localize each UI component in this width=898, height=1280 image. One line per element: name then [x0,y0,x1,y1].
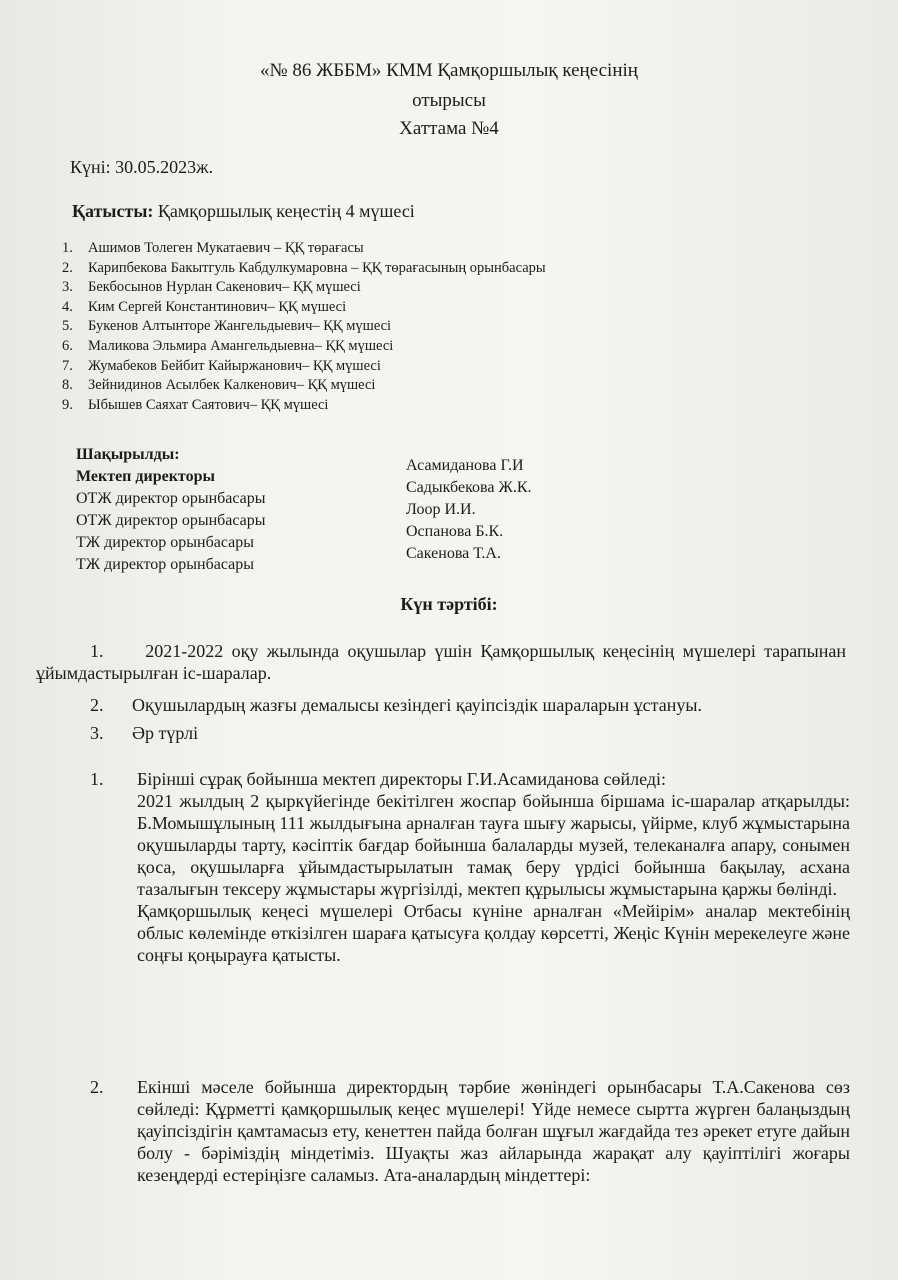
protocol-number: Хаттама №4 [399,118,499,139]
list-item: 2. Карипбекова Бакытгуль Кабдулкумаровна – ҚҚ төрағасының орынбасары [62,259,546,276]
section-1-paragraph-2: Қамқоршылық кеңесі мүшелері Отбасы күніне арналған «Мейірім» аналар мектебінің облыс көлемінде өткізілген шараға қатысуға қолдау көрсетті, Жеңіс Күнін мерекелеуге және соңғы қоңырауға қатысты. [137,901,850,965]
section-1-paragraph-1: 2021 жылдың 2 қыркүйегінде бекітілген жоспар бойынша біршама іс-шаралар атқарылды: Б.Момышұлының 111 жылдығына арналған тауға шығу жарысы, үйірме, клуб жұмыстарына оқушыларды тарту, кәсіптік бағдар бойынша балаларды музей, телеканалға апару, сонымен қоса, оқушыларға ұйымдастырылатын тамақ беру үрдісі бойынша бақылау, асхана тазалығын тексеру жұмыстары жүргізілді, мектеп құрылысы жұмыстарына қаржы бөлінді. [137,791,850,899]
section-2-paragraph-1: Екінші мәселе бойынша директордың тәрбие жөніндегі орынбасары Т.А.Сакенова сөз сөйледі: Құрметті қамқоршылық кеңес мүшелері! Үйде немесе сыртта жүрген балаңыздың қауіпсіздігін қамтамасыз ету, кенеттен пайда болған шұғыл жағдайда тез әрекет етуге дайын болу - бәріміздің міндетіміз. Шуақты жаз айларында жарақат алу қауіптілігі жоғары кезеңдерді естеріңізге саламыз. Ата-аналардың міндеттері: [137,1077,850,1185]
invited-role: Мектеп директоры [76,468,215,485]
invited-role: ТЖ директор орынбасары [76,556,254,573]
list-item: 8. Зейнидинов Асылбек Калкенович– ҚҚ мүшесі [62,377,376,394]
list-item: 7. Жумабеков Бейбит Кайыржанович– ҚҚ мүшесі [62,357,381,374]
invited-role: ТЖ директор орынбасары [76,534,254,551]
agenda-item-2: 2. Оқушылардың жазғы демалысы кезіндегі қауіпсіздік шараларын ұстануы. [90,695,702,715]
invited-name: Оспанова Б.К. [406,523,504,540]
invited-heading: Шақырылды: [76,446,180,463]
section-1: 1. Бірінші сұрақ бойынша мектеп директоры Г.И.Асамиданова сөйледі: 2021 жылдың 2 қыркүйегінде бекітілген жоспар бойынша біршама іс-шаралар атқарылды: Б.Момышұлының 111 жылдығына арналған тауға шығу жарысы, үйірме, клуб жұмыстарына оқушыларды тарту, кәсіптік бағдар бойынша балаларды музей, телеканалға апару, сонымен қоса, оқушыларға ұйымдастырылатын тамақ беру үрдісі бойынша бақылау, асхана тазалығын тексеру жұмыстары жүргізілді, мектеп құрылысы жұмыстарына қаржы бөлінді. Қамқоршылық кеңесі мүшелері Отбасы күніне арналған «Мейірім» аналар мектебінің облыс көлемінде өткізілген шараға қатысуға қолдау көрсетті, Жеңіс Күнін мерекелеуге және соңғы қоңырауға қатысты. [90,769,850,965]
list-item: 1. Ашимов Толеген Мукатаевич – ҚҚ төрағасы [62,240,364,256]
protocol-title-line-1: «№ 86 ЖББМ» КММ Қамқоршылық кеңесінің [260,60,638,81]
invited-role: ОТЖ директор орынбасары [76,512,266,529]
protocol-title-line-2: отырысы [412,90,486,111]
agenda-item-3: 3. Әр түрлі [90,723,199,743]
list-item: 3. Бекбосынов Нурлан Сакенович– ҚҚ мүшесі [62,279,361,296]
members-list [62,240,546,416]
invited-name: Лоор И.И. [406,501,476,518]
list-item: 5. Букенов Алтынторе Жангельдыевич– ҚҚ мүшесі [62,318,392,335]
list-item: 6. Маликова Эльмира Амангельдыевна– ҚҚ мүшесі [62,337,394,354]
invited-name: Асамиданова Г.И [406,457,524,474]
invited-name: Садыкбекова Ж.К. [406,479,532,496]
invited-names [406,455,531,565]
section-2: 2. Екінші мәселе бойынша директордың тәрбие жөніндегі орынбасары Т.А.Сакенова сөз сөйледі: Құрметті қамқоршылық кеңес мүшелері! Үйде немесе сыртта жүрген балаңыздың қауіпсіздігін қамтамасыз ету, кенеттен пайда болған шұғыл жағдайда тез әрекет етуге дайын болу - бәріміздің міндетіміз. Шуақты жаз айларында жарақат алу қауіптілігі жоғары кезеңдерді естеріңізге саламыз. Ата-аналардың міндеттері: [90,1077,850,1185]
list-item: 9. Ыбышев Саяхат Саятович– ҚҚ мүшесі [62,396,329,413]
section-1-lead: Бірінші сұрақ бойынша мектеп директоры Г.И.Асамиданова сөйледі: [137,769,667,789]
invited-name: Сакенова Т.А. [406,545,501,562]
attendance-label: Қатысты: [72,201,154,221]
agenda-item-1: 1. 2021-2022 оқу жылында оқушылар үшін Қамқоршылық кеңесінің мүшелері тарапынан ұйымдастырылған іс-шаралар. [36,641,846,683]
meeting-date: Күні: 30.05.2023ж. [70,157,214,177]
attendance-line [72,201,415,222]
attendance-text: Қамқоршылық кеңестің 4 мүшесі [157,201,415,221]
invited-role: ОТЖ директор орынбасары [76,490,266,507]
list-item: 4. Ким Сергей Константинович– ҚҚ мүшесі [62,298,347,315]
agenda-title: Күн тәртібі: [400,594,498,614]
invited-roles [76,444,266,576]
